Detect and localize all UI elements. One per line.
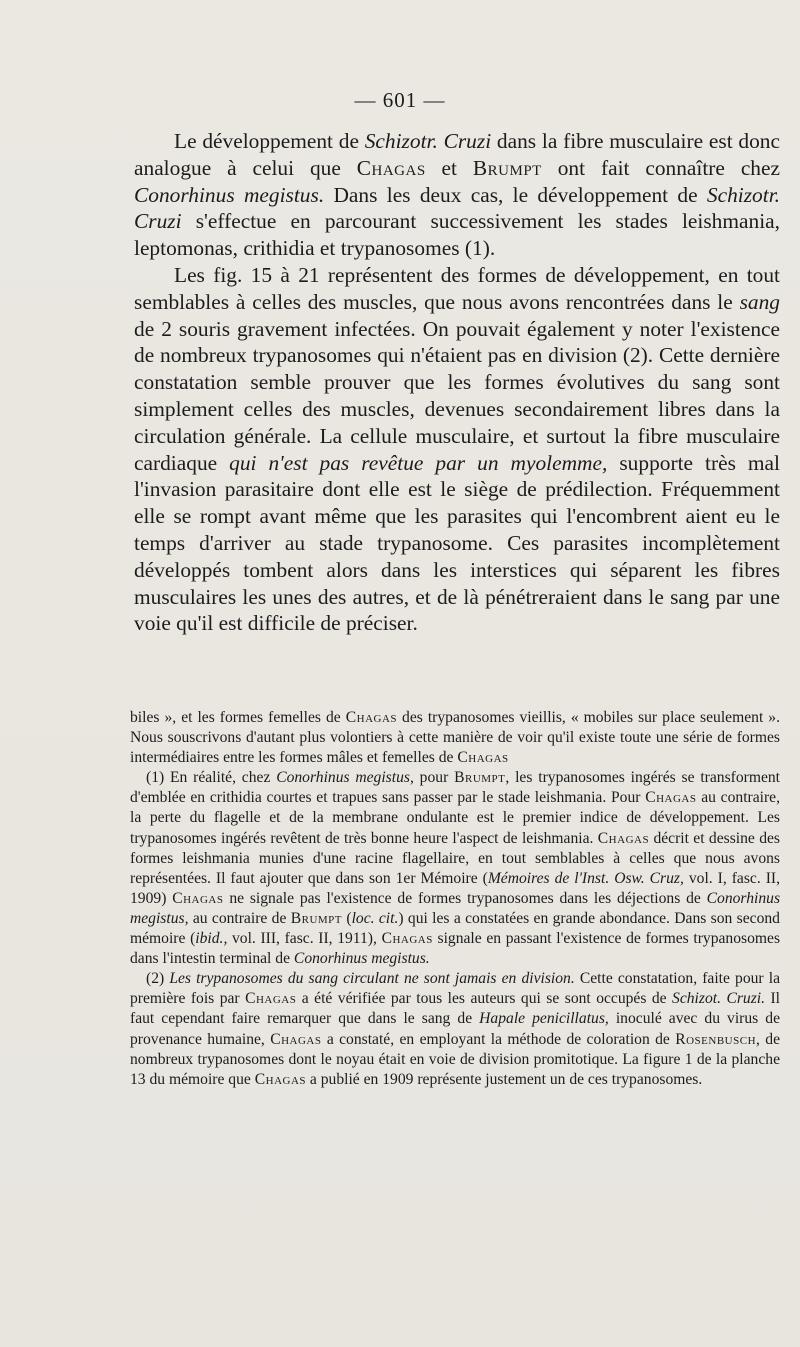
text-run: Dans les deux cas, le développement de — [324, 182, 707, 207]
text-run: ) qui les a constatées en grande abondance. Dans son second mémoire ( — [130, 909, 780, 948]
text-run: (2) — [146, 970, 170, 988]
author-name: Chagas — [356, 155, 426, 180]
author-name: Brumpt — [472, 155, 542, 180]
author-name: Chagas — [381, 930, 433, 948]
italic-run: loc. cit. — [351, 909, 399, 927]
footnotes — [130, 708, 780, 1090]
italic-run: sang — [739, 289, 780, 314]
text-run: s'effectue en parcourant successivement les stades leishmania, leptomonas, crithidia et trypanosomes (1). — [134, 209, 780, 261]
italic-run: Conorhinus megistus, — [276, 769, 414, 787]
author-name: Chagas — [172, 889, 224, 907]
text-run: , de nombreux trypanosomes dont le noyau était en voie de division promitotique. La figure 1 de la planche 13 du mémoire que — [130, 1030, 780, 1088]
text-run: signale en passant l'existence de formes trypanosomes dans l'intestin terminal de — [130, 930, 781, 968]
italic-run: Hapale penicillatus, — [479, 1010, 609, 1028]
text-run: ne signale pas l'existence de formes trypanosomes dans les déjections de — [223, 889, 707, 907]
text-run: Il faut cependant faire remarquer que dans le sang de — [130, 990, 780, 1028]
italic-run: Les trypanosomes du sang circulant ne sont jamais en division. — [169, 970, 575, 988]
author-name: Chagas — [645, 789, 697, 807]
text-run: dans la fibre musculaire est donc analogue à celui que — [134, 129, 780, 180]
text-run: Le développement de — [174, 129, 365, 153]
footnote-continuation — [130, 708, 780, 768]
text-run: Cette constatation, faite pour la première fois par — [130, 970, 780, 1008]
text-run: a constaté, en employant la méthode de coloration de — [321, 1030, 676, 1048]
text-run: au contraire, la perte du flagelle et de la membrane ondulante est le premier indice de développement. Les trypanosomes ingérés revêtent de très bonne heure l'aspect de leishmania. — [130, 789, 780, 847]
text-run: inoculé avec du virus de provenance humaine, — [130, 1010, 780, 1048]
text-run: vol. I, fasc. II, 1909) — [130, 869, 780, 907]
author-name: Chagas — [597, 829, 650, 847]
main-text — [134, 128, 780, 637]
italic-run: Conorhinus megistus. — [134, 182, 325, 207]
author-name: Chagas — [457, 749, 509, 767]
author-name: Brumpt — [454, 769, 506, 787]
text-run: ( — [342, 909, 352, 927]
text-run: Les fig. 15 à 21 représentent des formes de développement, en tout semblables à celles des muscles, que nous avons rencontrées dans le — [134, 262, 780, 314]
italic-run: Schizot. Cruzi. — [672, 990, 766, 1008]
text-run: a publié en 1909 représente justement un de ces trypanosomes. — [306, 1070, 703, 1088]
author-name: Brumpt — [290, 909, 343, 927]
text-run: et — [425, 155, 473, 180]
footnote-2 — [130, 969, 780, 1090]
paragraph-2 — [134, 262, 780, 637]
paragraph-1 — [134, 128, 780, 262]
text-run: (1) En réalité, chez — [146, 769, 277, 787]
page-number: — 601 — — [354, 88, 446, 112]
italic-run: Schizotr. Cruzi — [134, 182, 780, 234]
italic-run: Mémoires de l'Inst. Osw. Cruz, — [487, 869, 684, 887]
author-name: Rosenbusch — [675, 1030, 757, 1048]
italic-run: Conorhinus megistus. — [293, 950, 430, 968]
text-run: biles », et les formes femelles de — [130, 709, 346, 726]
author-name: Chagas — [254, 1070, 307, 1088]
italic-run: Schizotr. Cruzi — [364, 129, 492, 153]
text-run: , les trypanosomes ingérés se transforment d'emblée en crithidia courtes et trapues sans passer par le stade leishmania. Pour — [130, 769, 780, 807]
footnote-1 — [130, 768, 780, 969]
author-name: Chagas — [245, 990, 297, 1008]
italic-run: Conorhinus megistus, — [130, 889, 781, 927]
text-run: pour — [413, 769, 455, 787]
text-run: vol. III, fasc. II, 1911), — [227, 930, 382, 948]
author-name: Chagas — [270, 1030, 322, 1048]
text-run: des trypanosomes vieillis, « mobiles sur place seulement ». Nous souscrivons d'autant plus volontiers à cette manière de voir qu'il existe toute une série de formes intermédiaires entre les formes mâles et femelles de — [130, 709, 780, 767]
text-run: de 2 souris gravement infectées. On pouvait également y noter l'existence de nombreux trypanosomes qui n'étaient pas en division (2). Cette dernière constatation semble prouver que les formes évolutives du sang sont simplement celles des muscles, devenues secondairement libres dans la circulation générale. La cellule musculaire, et surtout la fibre musculaire cardiaque — [134, 316, 780, 475]
text-run: ont fait connaître chez — [541, 155, 780, 180]
italic-run: ibid., — [195, 930, 228, 948]
text-run: au contraire de — [188, 909, 291, 927]
author-name: Chagas — [345, 709, 398, 726]
text-run: a été vérifiée par tous les auteurs qui se sont occupés de — [296, 990, 673, 1008]
italic-run: qui n'est pas revêtue par un myolemme, — [229, 450, 608, 475]
text-run: supporte très mal l'invasion parasitaire dont elle est le siège de prédilection. Fréquemment elle se rompt avant même que les parasites qui l'encombrent aient eu le temps d'arriver au stade trypanosome. Ces parasites incomplètement développés tombent alors dans les interstices qui séparent les fibres musculaires les unes des autres, et de là pénétreraient dans le sang par une voie qu'il est difficile de préciser. — [134, 450, 780, 636]
text-run: décrit et dessine des formes leishmania munies d'une racine flagellaire, en tout semblables à celles que nous avons représentées. Il faut ajouter que dans son 1er Mémoire ( — [130, 829, 780, 887]
